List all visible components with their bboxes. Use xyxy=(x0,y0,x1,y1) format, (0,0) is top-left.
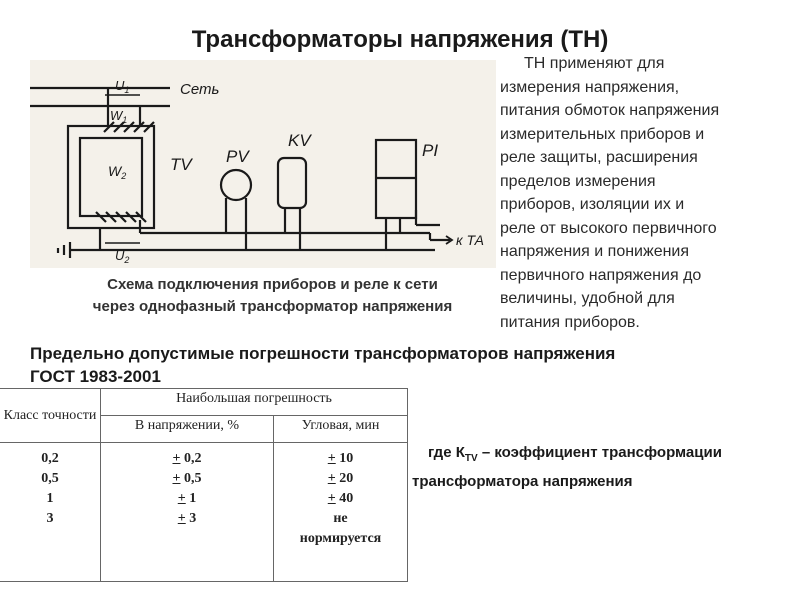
label-pv: PV xyxy=(226,147,249,166)
table-heading-line-2: ГОСТ 1983-2001 xyxy=(30,367,161,386)
note-suffix: – коэффициент трансформации xyxy=(477,444,722,461)
label-u2-sub: 2 xyxy=(124,255,130,265)
label-to-ta: к ТА xyxy=(456,232,484,248)
circuit-diagram-svg xyxy=(30,60,496,268)
circuit-diagram xyxy=(30,60,496,268)
note-subscript: TV xyxy=(464,453,478,464)
relay-kv xyxy=(278,158,306,208)
voltage-error-value: 3 xyxy=(185,511,197,526)
note-line-2: трансформатора напряжения xyxy=(412,473,633,490)
accuracy-class-value: 0,2 xyxy=(41,451,59,466)
header-voltage-error: В напряжении, % xyxy=(101,416,274,443)
angle-error-value: не xyxy=(333,511,348,526)
label-pi: PI xyxy=(422,141,439,160)
label-w2: W xyxy=(108,163,122,179)
description-line: измерения напряжения, xyxy=(500,78,680,96)
label-tv: TV xyxy=(170,155,192,174)
description xyxy=(500,52,794,334)
label-kv: KV xyxy=(288,131,311,150)
description-line: первичного напряжения до xyxy=(500,266,702,284)
description-line: приборов, изоляции их и xyxy=(500,196,685,213)
plus-minus-sign: + xyxy=(177,511,186,526)
description-line: реле от высокого первичного xyxy=(500,219,717,237)
plus-minus-sign: + xyxy=(327,471,336,486)
description-line: напряжения и понижения xyxy=(500,243,690,260)
plus-minus-sign: + xyxy=(177,491,186,506)
label-u1: U xyxy=(115,78,125,93)
voltage-error-cell xyxy=(101,443,274,582)
caption-line-1: Схема подключения приборов и реле к сети xyxy=(107,276,438,293)
voltage-error-value: 0,5 xyxy=(180,471,202,486)
label-u1-sub: 1 xyxy=(124,85,130,95)
accuracy-class-cell xyxy=(0,443,101,582)
accuracy-table xyxy=(0,388,408,582)
label-w1-sub: 1 xyxy=(122,115,128,125)
voltmeter-pv xyxy=(221,170,251,200)
label-w1: W xyxy=(110,108,123,123)
coefficient-note xyxy=(412,441,797,493)
svg-text:W2 xyxy=(108,163,126,181)
voltage-error-value: 0,2 xyxy=(180,451,202,466)
description-line: величины, удобной для xyxy=(500,290,675,307)
plus-minus-sign: + xyxy=(172,451,181,466)
angle-error-value: 40 xyxy=(335,491,354,506)
angle-error-cell xyxy=(274,443,408,582)
header-accuracy-class: Класс точности xyxy=(0,389,101,443)
label-network: Сеть xyxy=(180,81,220,98)
accuracy-class-value: 1 xyxy=(46,491,54,506)
svg-text:U1 xyxy=(115,78,129,95)
angle-error-value: 10 xyxy=(335,451,354,466)
svg-text:W1 xyxy=(110,108,127,125)
plus-minus-sign: + xyxy=(327,451,336,466)
angle-error-value: нормируется xyxy=(299,531,382,546)
accuracy-class-value: 3 xyxy=(46,511,54,526)
angle-error-value: 20 xyxy=(335,471,354,486)
diagram-caption xyxy=(40,274,505,318)
header-angle-error: Угловая, мин xyxy=(274,416,408,443)
accuracy-class-value: 0,5 xyxy=(41,471,59,486)
caption-line-2: через однофазный трансформатор напряжения xyxy=(92,298,453,315)
label-w2-sub: 2 xyxy=(121,171,127,181)
description-line: измерительных приборов и xyxy=(500,125,705,143)
table-heading-line-1: Предельно допустимые погрешности трансформаторов напряжения xyxy=(30,344,616,363)
description-line: питания приборов. xyxy=(500,313,640,331)
description-line: ТН применяют для xyxy=(524,55,665,72)
voltage-error-value: 1 xyxy=(185,491,197,506)
label-u2: U xyxy=(115,248,125,263)
description-line: пределов измерения xyxy=(500,172,656,190)
plus-minus-sign: + xyxy=(172,471,181,486)
header-max-error: Наибольшая погрешность xyxy=(101,389,408,416)
table-heading xyxy=(30,342,750,388)
description-line: реле защиты, расширения xyxy=(500,149,698,166)
description-line: питания обмоток напряжения xyxy=(500,102,720,119)
plus-minus-sign: + xyxy=(327,491,336,506)
page-title: Трансформаторы напряжения (ТН) xyxy=(191,26,609,53)
note-prefix: где К xyxy=(428,444,465,461)
